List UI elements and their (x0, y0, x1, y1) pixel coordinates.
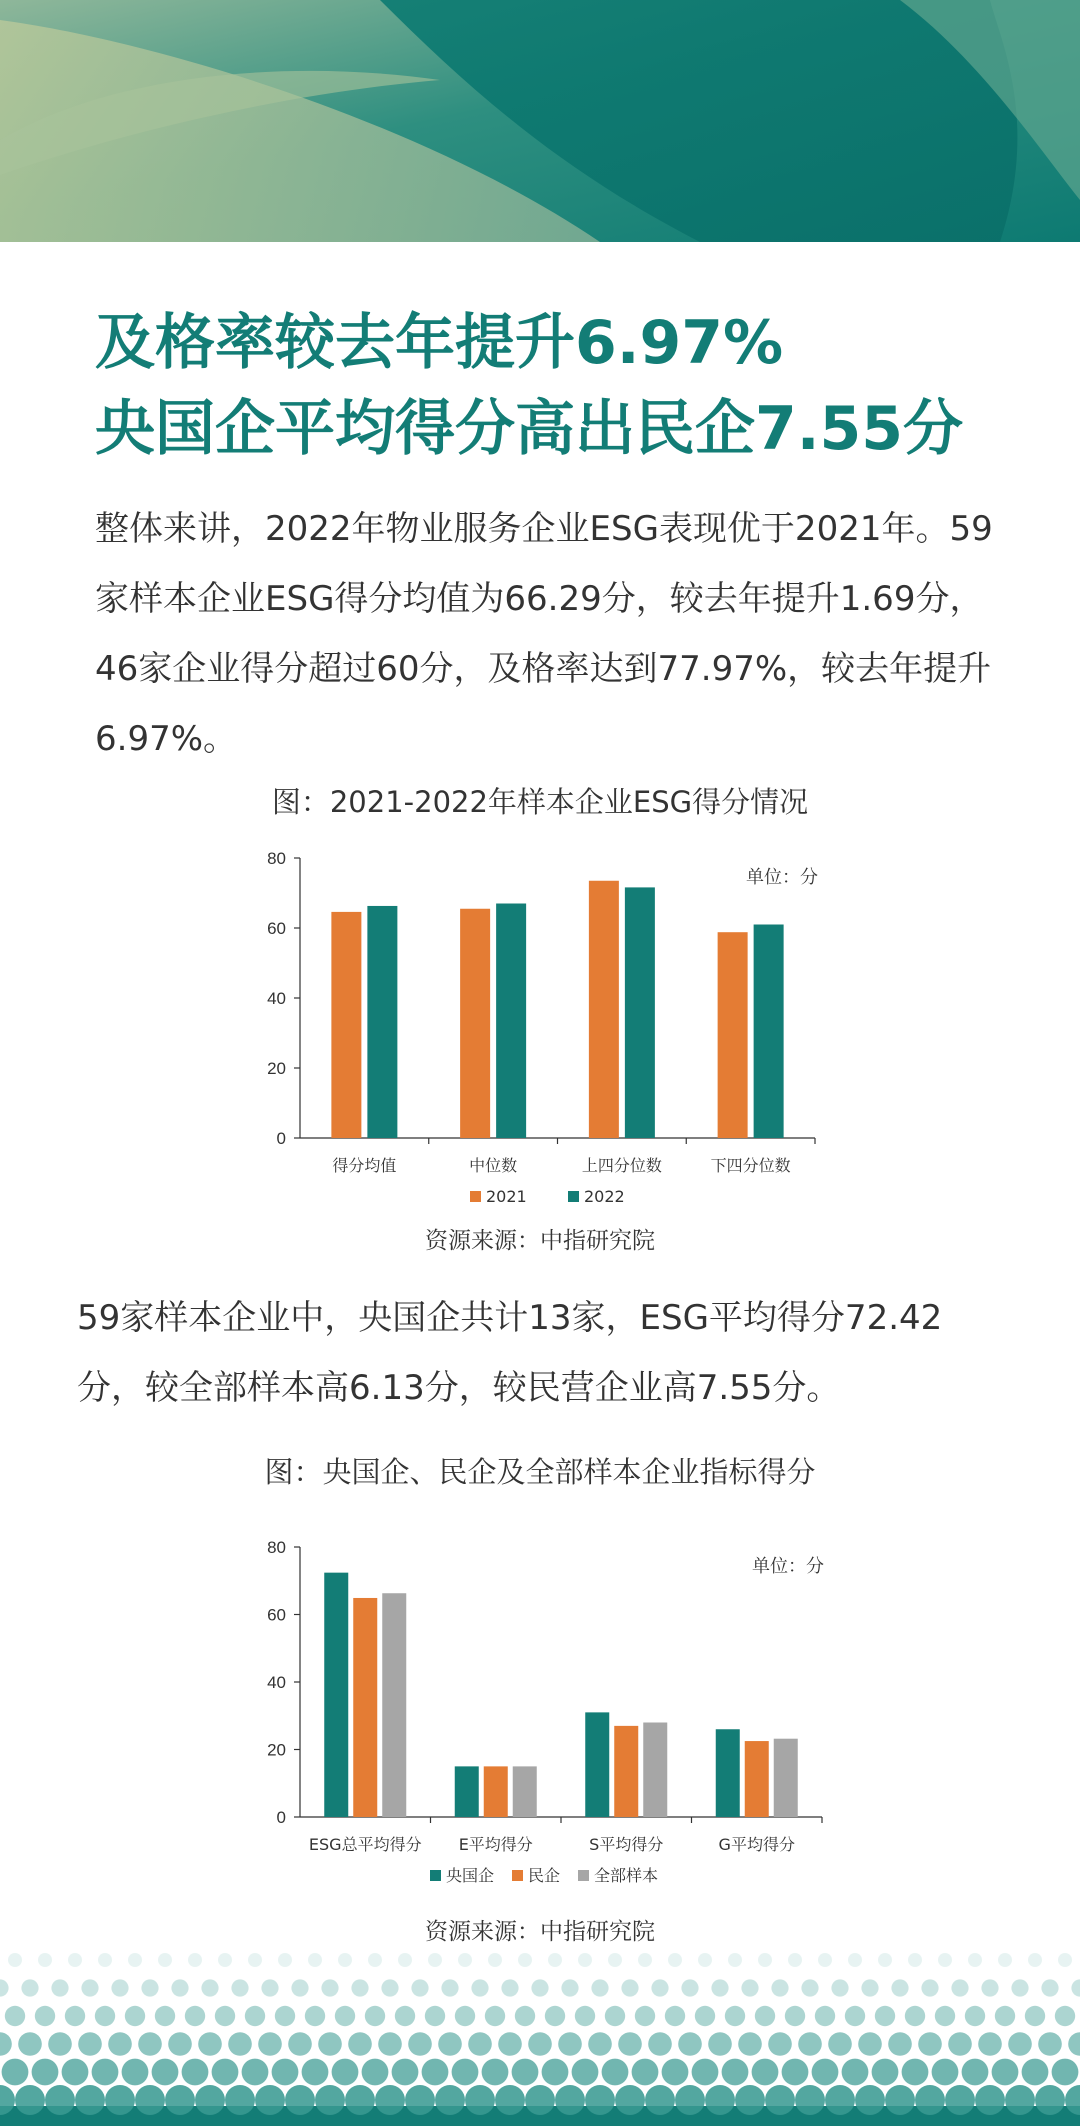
footer-dot (195, 2085, 225, 2115)
bar-全部样本-ESG总平均得分 (382, 1593, 406, 1817)
footer-dot (158, 1953, 172, 1967)
footer-dot (75, 2085, 105, 2115)
footer-dot (1022, 2059, 1049, 2086)
footer-dot (98, 1953, 112, 1967)
footer-dot (885, 2085, 915, 2115)
footer-dot (788, 1953, 802, 1967)
footer-dot (255, 2085, 285, 2115)
footer-dot (905, 2006, 925, 2026)
footer-dot (198, 2032, 222, 2056)
footer-dot (842, 2059, 869, 2086)
footer-dot (441, 1979, 458, 1996)
footer-dot (741, 1979, 758, 1996)
legend-label-央国企: 央国企 (446, 1866, 495, 1885)
footer-dot (878, 1953, 892, 1967)
legend-label-2022: 2022 (584, 1187, 625, 1206)
footer-dot (872, 2059, 899, 2086)
y-tick-label: 20 (267, 1740, 286, 1760)
footer-dot (545, 2006, 565, 2026)
footer-dot (602, 2059, 629, 2086)
footer-dot (738, 2032, 762, 2056)
legend-label-全部样本: 全部样本 (594, 1866, 659, 1885)
footer-dot (995, 2006, 1015, 2026)
footer-dot (648, 2032, 672, 2056)
x-tick-label: 下四分位数 (710, 1156, 791, 1175)
footer-dot (471, 1979, 488, 1996)
footer-dot (15, 2085, 45, 2115)
footer-dot (108, 2032, 132, 2056)
footer-dot (315, 2085, 345, 2115)
bar-2021-中位数 (460, 909, 490, 1138)
footer-dot (51, 1979, 68, 1996)
y-tick-label: 0 (276, 1808, 286, 1827)
footer-dot (165, 2085, 195, 2115)
footer-dot (48, 2032, 72, 2056)
footer-dot (215, 2006, 235, 2026)
footer-dot (18, 2032, 42, 2056)
footer-dot (218, 1953, 232, 1967)
footer-dot (171, 1979, 188, 1996)
y-tick-label: 80 (267, 849, 286, 868)
chart2-title: 图：央国企、民企及全部样本企业指标得分 (264, 1455, 816, 1489)
footer-dot (225, 2085, 255, 2115)
footer-dot (698, 1953, 712, 1967)
footer-dot (818, 1953, 832, 1967)
y-tick-label: 60 (267, 1605, 286, 1625)
footer-dot (168, 2032, 192, 2056)
footer-dot (21, 1979, 38, 1996)
unit-label: 单位：分 (746, 867, 818, 888)
footer-dot (675, 2085, 705, 2115)
footer-dot (725, 2006, 745, 2026)
headline (95, 300, 1055, 472)
footer-dot (875, 2006, 895, 2026)
footer-dot (302, 2059, 329, 2086)
footer-dot (825, 2085, 855, 2115)
footer-dot (681, 1979, 698, 1996)
footer-dot (771, 1979, 788, 1996)
footer-dot (122, 2059, 149, 2086)
footer-dot (368, 1953, 382, 1967)
footer-dot (548, 1953, 562, 1967)
footer-dot (155, 2006, 175, 2026)
footer-dot (888, 2032, 912, 2056)
footer-dot (135, 2085, 165, 2115)
chart1-esg-scores-2021-2022 (0, 840, 1080, 1220)
footer-dot (798, 2032, 822, 2056)
footer-dot (248, 1953, 262, 1967)
footer-dot (831, 1979, 848, 1996)
bar-央国企-E平均得分 (455, 1766, 479, 1817)
header-banner (0, 0, 1080, 242)
footer-dot (588, 2032, 612, 2056)
footer-dot (1068, 2032, 1080, 2056)
footer-dot (1028, 1953, 1042, 1967)
footer-dot (765, 2085, 795, 2115)
footer-dot (755, 2006, 775, 2026)
footer-dot (351, 1979, 368, 1996)
footer-dot (528, 2032, 552, 2056)
footer-dot (978, 2032, 1002, 2056)
footer-dot (962, 2059, 989, 2086)
footer-dot (428, 1953, 442, 1967)
legend-swatch-2022 (568, 1191, 579, 1202)
bar-民企-S平均得分 (614, 1726, 638, 1817)
footer-dot (38, 1953, 52, 1967)
bar-央国企-G平均得分 (716, 1729, 740, 1817)
footer-dot (422, 2059, 449, 2086)
footer-dot (542, 2059, 569, 2086)
footer-dot (465, 2085, 495, 2115)
footer-dot (32, 2059, 59, 2086)
footer-dot (1035, 2085, 1065, 2115)
footer-dot (231, 1979, 248, 1996)
footer-dot (935, 2006, 955, 2026)
footer-dot (201, 1979, 218, 1996)
bar-全部样本-G平均得分 (774, 1739, 798, 1817)
footer-dot (501, 1979, 518, 1996)
footer-dot (632, 2059, 659, 2086)
footer-dot (458, 1953, 472, 1967)
footer-dot (1038, 2032, 1062, 2056)
footer-dot (812, 2059, 839, 2086)
footer-dot (735, 2085, 765, 2115)
y-tick-label: 0 (276, 1129, 286, 1148)
footer-dot (125, 2006, 145, 2026)
bar-2022-上四分位数 (625, 887, 655, 1138)
footer-dot (188, 1953, 202, 1967)
bar-央国企-ESG总平均得分 (324, 1573, 348, 1817)
footer-dot (345, 2085, 375, 2115)
footer-dot (212, 2059, 239, 2086)
footer-dot (318, 2032, 342, 2056)
footer-dot (692, 2059, 719, 2086)
footer-dot (575, 2006, 595, 2026)
footer-dot (105, 2085, 135, 2115)
footer-dot (378, 2032, 402, 2056)
footer-dot (185, 2006, 205, 2026)
footer-dot (362, 2059, 389, 2086)
footer-dot (801, 1979, 818, 1996)
chart2-source: 资源来源：中指研究院 (425, 1919, 655, 1945)
footer-dot (78, 2032, 102, 2056)
x-tick-label: 中位数 (469, 1156, 518, 1175)
bar-2021-下四分位数 (718, 932, 748, 1138)
footer-dot (618, 2032, 642, 2056)
soe-paragraph: 59家样本企业中，央国企共计13家，ESG平均得分72.42分，较全部样本高6.13分，较民营企业高7.55分。 (77, 1298, 943, 1408)
headline-line-2: 央国企平均得分高出民企7.55分 (95, 394, 964, 464)
footer-dot (68, 1953, 82, 1967)
chart2-indicator-scores (0, 1530, 1080, 1900)
footer-dot (398, 1953, 412, 1967)
headline-line-1: 及格率较去年提升6.97% (95, 308, 784, 378)
bar-央国企-S平均得分 (585, 1712, 609, 1817)
y-tick-label: 40 (267, 1673, 286, 1692)
footer-dot (578, 1953, 592, 1967)
footer-dot (722, 2059, 749, 2086)
footer-dot (968, 1953, 982, 1967)
footer-dot (768, 2032, 792, 2056)
legend-swatch-全部样本 (578, 1870, 589, 1881)
footer-dot (921, 1979, 938, 1996)
footer-dot (815, 2006, 835, 2026)
footer-dot (321, 1979, 338, 1996)
footer-dot (591, 1979, 608, 1996)
footer-dot (975, 2085, 1005, 2115)
footer-dot (288, 2032, 312, 2056)
footer-dot (498, 2032, 522, 2056)
footer-dot (381, 1979, 398, 1996)
footer-dot (638, 1953, 652, 1967)
chart1-title: 图：2021-2022年样本企业ESG得分情况 (271, 785, 809, 819)
footer-dot (861, 1979, 878, 1996)
footer-dot (62, 2059, 89, 2086)
footer-dot (651, 1979, 668, 1996)
bar-2021-上四分位数 (589, 881, 619, 1138)
footer-dot (525, 2085, 555, 2115)
footer-dot (488, 1953, 502, 1967)
footer-dot (111, 1979, 128, 1996)
footer-dot (561, 1979, 578, 1996)
footer-dot (1005, 2085, 1035, 2115)
footer-dot (705, 2085, 735, 2115)
footer-dot (932, 2059, 959, 2086)
legend-label-民企: 民企 (528, 1866, 561, 1885)
footer-dot (695, 2006, 715, 2026)
x-tick-label: E平均得分 (458, 1835, 533, 1854)
legend-swatch-2021 (470, 1191, 481, 1202)
bar-全部样本-E平均得分 (513, 1766, 537, 1817)
footer-dot (858, 2032, 882, 2056)
footer-dot (605, 2006, 625, 2026)
footer-dot (8, 1953, 22, 1967)
footer-dot-pattern (0, 1950, 1080, 2126)
footer-dot (45, 2085, 75, 2115)
footer-dot (678, 2032, 702, 2056)
bar-民企-E平均得分 (484, 1766, 508, 1817)
x-tick-label: 上四分位数 (581, 1156, 662, 1175)
footer-dot (621, 1979, 638, 1996)
footer-dot (615, 2085, 645, 2115)
footer-dot (2, 2059, 29, 2086)
footer-dot (65, 2006, 85, 2026)
footer-dot (515, 2006, 535, 2026)
footer-dot (795, 2085, 825, 2115)
footer-dot (708, 2032, 732, 2056)
footer-dot (242, 2059, 269, 2086)
footer-dot (5, 2006, 25, 2026)
footer-dot (332, 2059, 359, 2086)
footer-dot (855, 2085, 885, 2115)
footer-dot (1011, 1979, 1028, 1996)
footer-dot (915, 2085, 945, 2115)
footer-dot (468, 2032, 492, 2056)
bar-民企-G平均得分 (745, 1741, 769, 1817)
footer-dot (782, 2059, 809, 2086)
footer-dot (408, 2032, 432, 2056)
footer-dot (338, 1953, 352, 1967)
x-tick-label: S平均得分 (589, 1835, 664, 1854)
x-tick-label: G平均得分 (718, 1835, 795, 1854)
footer-dot (951, 1979, 968, 1996)
footer-dot (1071, 1979, 1080, 1996)
bar-民企-ESG总平均得分 (353, 1598, 377, 1817)
footer-dot (455, 2006, 475, 2026)
footer-dot (531, 1979, 548, 1996)
footer-dot (572, 2059, 599, 2086)
footer-dot (645, 2085, 675, 2115)
footer-dot (981, 1979, 998, 1996)
footer-dot (0, 1979, 9, 1996)
legend-swatch-民企 (512, 1870, 523, 1881)
footer-dot (608, 1953, 622, 1967)
footer-dot (435, 2085, 465, 2115)
footer-dot (275, 2006, 295, 2026)
footer-dot (272, 2059, 299, 2086)
y-tick-label: 80 (267, 1538, 286, 1557)
y-tick-label: 60 (267, 919, 286, 938)
footer-dot (828, 2032, 852, 2056)
footer-dot (152, 2059, 179, 2086)
footer-dot (305, 2006, 325, 2026)
bar-2021-得分均值 (331, 912, 361, 1138)
footer-dot (335, 2006, 355, 2026)
footer-dot (482, 2059, 509, 2086)
footer-dot (908, 1953, 922, 1967)
footer-dot (245, 2006, 265, 2026)
footer-dot (1041, 1979, 1058, 1996)
footer-dot (405, 2085, 435, 2115)
footer-dot (392, 2059, 419, 2086)
footer-dot (285, 2085, 315, 2115)
y-tick-label: 20 (267, 1059, 286, 1078)
x-tick-label: ESG总平均得分 (308, 1835, 422, 1854)
footer-dot (992, 2059, 1019, 2086)
bar-全部样本-S平均得分 (643, 1723, 667, 1818)
bar-2022-中位数 (496, 904, 526, 1139)
footer-dot (261, 1979, 278, 1996)
footer-dot (1025, 2006, 1045, 2026)
footer-dot (228, 2032, 252, 2056)
footer-dot (128, 1953, 142, 1967)
footer-dot (81, 1979, 98, 1996)
footer-dot (785, 2006, 805, 2026)
footer-dot (1058, 1953, 1072, 1967)
footer-dot (662, 2059, 689, 2086)
footer-dot (512, 2059, 539, 2086)
footer-dot (438, 2032, 462, 2056)
footer-dot (918, 2032, 942, 2056)
footer-dot (752, 2059, 779, 2086)
footer-dot (92, 2059, 119, 2086)
footer-dot (711, 1979, 728, 1996)
footer-dot (1052, 2059, 1079, 2086)
legend-label-2021: 2021 (486, 1187, 527, 1206)
footer-dot (308, 1953, 322, 1967)
footer-dot (758, 1953, 772, 1967)
footer-dot (411, 1979, 428, 1996)
footer-dot (902, 2059, 929, 2086)
footer-dot (452, 2059, 479, 2086)
footer-dot (495, 2085, 525, 2115)
footer-dot (668, 1953, 682, 1967)
footer-dot (485, 2006, 505, 2026)
footer-dot (141, 1979, 158, 1996)
footer-dot (0, 2032, 12, 2056)
x-tick-label: 得分均值 (332, 1156, 397, 1175)
footer-dot (365, 2006, 385, 2026)
footer-dot (518, 1953, 532, 1967)
footer-dot (938, 1953, 952, 1967)
footer-dot (848, 1953, 862, 1967)
footer-dot (375, 2085, 405, 2115)
footer-dot (585, 2085, 615, 2115)
footer-dot (95, 2006, 115, 2026)
intro-paragraph: 整体来讲，2022年物业服务企业ESG表现优于2021年。59家样本企业ESG得分均值为66.29分，较去年提升1.69分，46家企业得分超过60分，及格率达到77.97%，较去年提升6.97%。 (95, 509, 993, 759)
chart1-source: 资源来源：中指研究院 (425, 1228, 655, 1254)
footer-dot (728, 1953, 742, 1967)
footer-dot (945, 2085, 975, 2115)
footer-dot (291, 1979, 308, 1996)
footer-dot (665, 2006, 685, 2026)
footer-dot (182, 2059, 209, 2086)
bar-2022-下四分位数 (754, 925, 784, 1139)
footer-dot (395, 2006, 415, 2026)
footer-dot (635, 2006, 655, 2026)
unit-label: 单位：分 (752, 1556, 824, 1577)
footer-dot (1055, 2006, 1075, 2026)
footer-dot (948, 2032, 972, 2056)
footer-dot (258, 2032, 282, 2056)
footer-dot (278, 1953, 292, 1967)
footer-dot (348, 2032, 372, 2056)
bar-2022-得分均值 (367, 906, 397, 1138)
footer-dot (1008, 2032, 1032, 2056)
footer-dot (998, 1953, 1012, 1967)
footer-dot (555, 2085, 585, 2115)
legend-swatch-央国企 (430, 1870, 441, 1881)
footer-dot (845, 2006, 865, 2026)
footer-dot (425, 2006, 445, 2026)
footer-dot (138, 2032, 162, 2056)
y-tick-label: 40 (267, 989, 286, 1008)
footer-dot (965, 2006, 985, 2026)
footer-dot (35, 2006, 55, 2026)
footer-dot (558, 2032, 582, 2056)
footer-dot (891, 1979, 908, 1996)
